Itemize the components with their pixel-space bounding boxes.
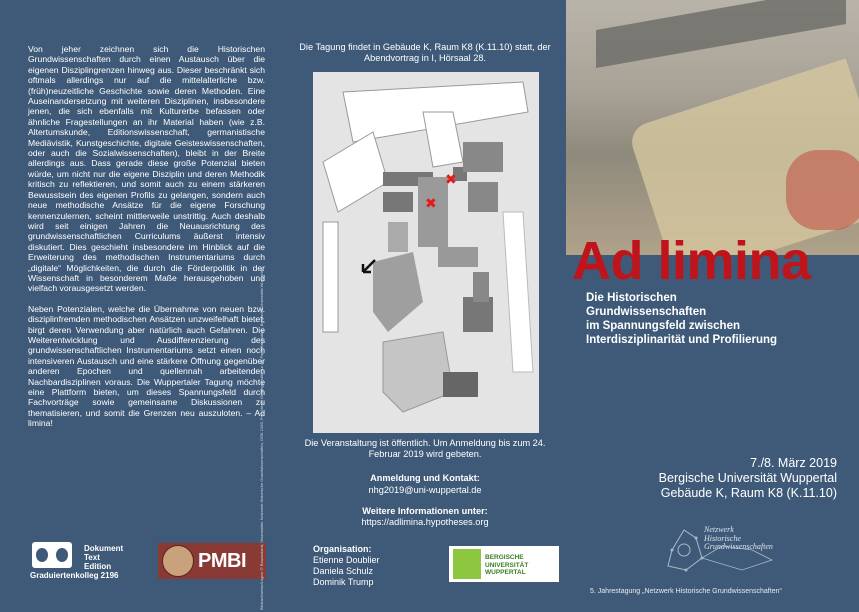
organizer-name: Dominik Trump (313, 577, 374, 587)
buw-line: BERGISCHE (485, 554, 524, 561)
network-line: Grundwissenschaften (704, 542, 773, 551)
organizer-name: Etienne Doublier (313, 555, 380, 565)
organizer-name: Daniela Schulz (313, 566, 374, 576)
subtitle-line: Die Historischen (586, 292, 677, 304)
image-credits: Bildnachweise/Logos: © Bauzustand, Veranstalter Netzwerk Historische Grundwissenschaften, GRK 2196, Print Media Bildungsinstitut für die Papierfabrikation, Bergische Universität Wuppertal (259, 269, 264, 610)
buw-line: WUPPERTAL (485, 569, 526, 576)
location-text: Die Tagung findet in Gebäude K, Raum K8 (K.11.10) statt, der Abendvortrag in I, Hörsaal 28. (299, 42, 551, 63)
left-panel (0, 0, 283, 612)
event-room: Gebäude K, Raum K8 (K.11.10) (660, 486, 837, 500)
event-university: Bergische Universität Wuppertal (658, 471, 837, 485)
public-note: Die Veranstaltung ist öffentlich. Um Anmeldung bis zum 24. Februar 2019 wird gebeten. (304, 438, 546, 459)
logo-text (84, 544, 123, 571)
network-line: Netzwerk (704, 525, 734, 534)
seal-icon (162, 545, 194, 577)
contact-email[interactable]: nhg2019@uni-wuppertal.de (368, 485, 482, 495)
buw-line: UNIVERSITÄT (485, 561, 529, 569)
event-title: Ad limina (572, 231, 811, 291)
footer-note: 5. Jahrestagung „Netzwerk Historische Grundwissenschaften“ (590, 588, 782, 595)
contact-heading: Anmeldung und Kontakt: (370, 473, 480, 483)
buw-name (485, 554, 528, 577)
pmbi-text: PMBI (198, 549, 246, 572)
pmbi-logo (158, 543, 266, 579)
network-line: Historische (704, 533, 741, 543)
logo-line-3: Edition (84, 562, 112, 571)
subtitle-line: Interdisziplinarität und Profilierung (586, 334, 778, 346)
network-name (704, 526, 773, 552)
buw-emblem-icon (453, 549, 481, 579)
intro-paragraph-1: Von jeher zeichnen sich die Historischen Grundwissenschaften durch einen Austausch über die eigenen Disziplingrenzen hinweg aus. Dieser beschränkt sich oftmals allerdings nur auf die mittelalterliche bzw. (früh)neuzeitliche Geschichte sowie deren Methoden. Eine Auseinandersetzung mit weiteren Disziplinen, insbesondere jenen, die sich ebenfalls mit Kulturerbe befassen oder ähnliche Fragestellungen an ihr Material haben (wie z.B. Altertumskunde, Editionswissenschaft, germanistische Mediävistik, Kunstgeschichte, digitale Geisteswissenschaften, oder auch die Sozialwissenschaften), bleibt in der Breite allerdings aus. Dass gerade diese große Potenzial bieten würde, um nicht nur die eigene Disziplin und deren Methodik kritisch zu reflektieren, und somit auch zu einem stärkeren Bewusstsein des eigenen Profils zu gelangen, sondern auch neue methodische Ansätze für die eigene Forschung kennenzulernen, scheint mittlerweile unstrittig. Auch deshalb wird seit einigen Jahren die Neuausrichtung des grundwissenschaftlichen Curriculums äußerst intensiv diskutiert. Dies geschieht insbesondere im Hinblick auf die Erweiterung des methodischen Instrumentariums durch „digitale“ Möglichkeiten, die durch die Förderpolitik in der Wissenschaft in besonderem Maße herausgehoben und vielfach vorausgesetzt werden. (28, 44, 265, 294)
event-subtitle (586, 291, 777, 347)
dokument-text-edition-logo (30, 540, 140, 584)
subtitle-line: im Spannungsfeld zwischen (586, 320, 740, 332)
event-date-venue (659, 456, 837, 501)
svg-text:✖: ✖ (445, 172, 457, 188)
organizer-list (313, 555, 380, 588)
svg-text:✖: ✖ (425, 196, 437, 212)
cover-photo (566, 0, 859, 255)
info-url[interactable]: https://adlimina.hypotheses.org (361, 517, 489, 527)
subtitle-line: Grundwissenschaften (586, 306, 707, 318)
emblem-icon (32, 542, 72, 568)
network-logo (662, 520, 792, 580)
campus-map-drawing (313, 72, 539, 433)
logo-subtitle: Graduiertenkolleg 2196 (30, 571, 119, 580)
campus-map (313, 72, 539, 433)
info-heading: Weitere Informationen unter: (362, 506, 488, 516)
map-detail-image (786, 150, 859, 230)
logo-line-1: Dokument (84, 544, 124, 553)
right-panel (566, 0, 859, 612)
monorail-image (596, 0, 846, 68)
organisation-heading: Organisation: (313, 544, 372, 554)
intro-paragraph-2: Neben Potenzialen, welche die Übernahme von neuen bzw. disziplinfremden methodischen Ansätzen unzweifelhaft bietet, birgt deren Verwendung aber natürlich auch Gefahren. Die Weiterentwicklung und Ausdifferenzierung des grundwissenschaftlichen Instrumentariums setzt einen noch intensiveren Austausch und eine stärkere Öffnung gegenüber anderen Epochen und quellennah arbeitenden Nachbardisziplinen voraus. Die Wuppertaler Tagung möchte eine Plattform bieten, um dieses Spannungsfeld durch Fachvorträge sowie gemeinsame Diskussionen zu thematisieren, und somit die Grenzen neu auszuloten. – Ad limina! (28, 303, 265, 429)
buw-logo (449, 546, 559, 582)
event-date: 7./8. März 2019 (750, 456, 837, 470)
middle-panel (283, 0, 566, 612)
logo-line-2: Text (84, 553, 100, 562)
